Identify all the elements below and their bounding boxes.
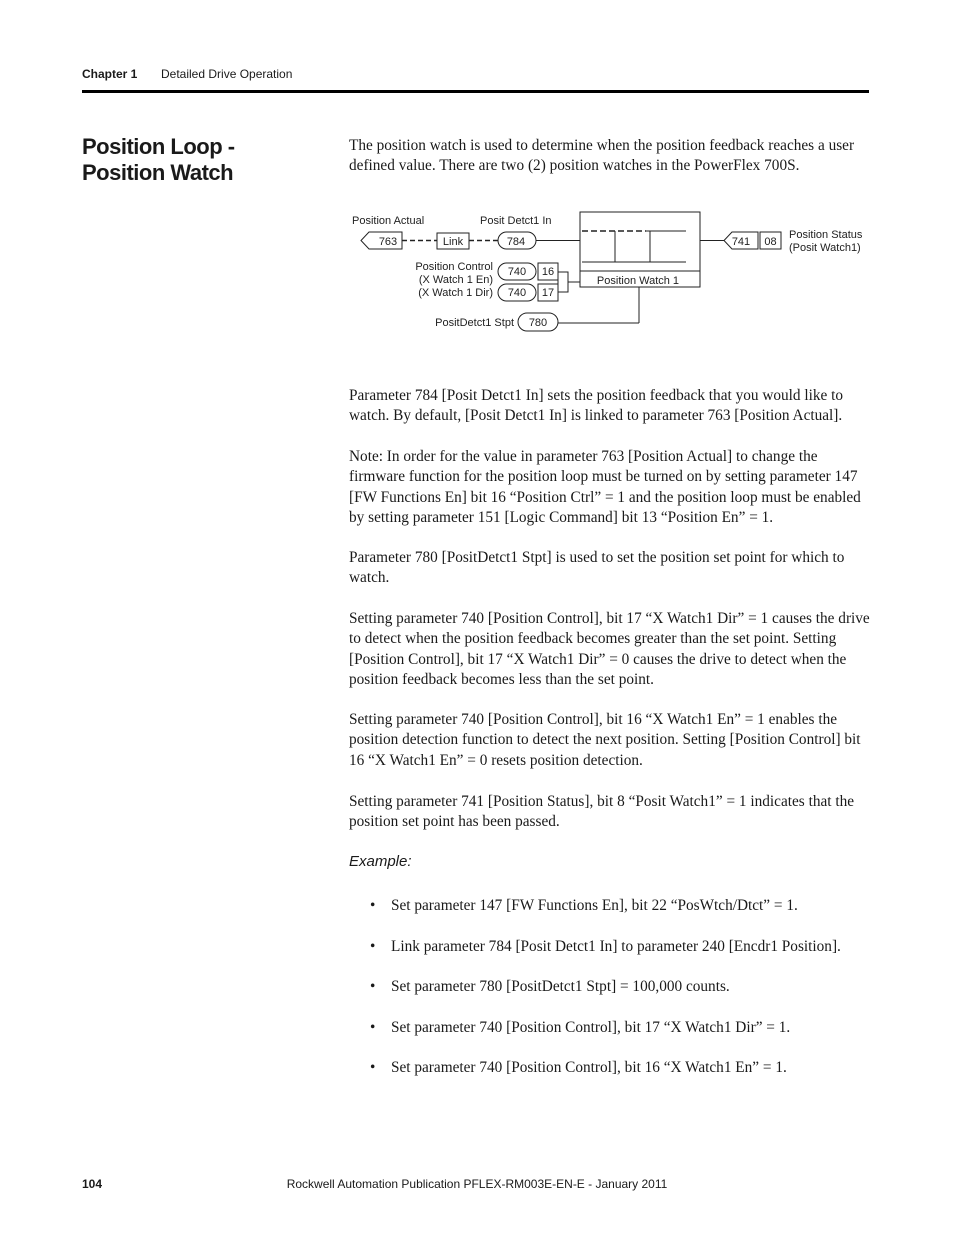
- section-title: Position Loop - Position Watch: [82, 134, 235, 185]
- bullet-dot: •: [370, 1059, 376, 1076]
- label-position-control: Position Control: [415, 261, 493, 273]
- chapter-title: Detailed Drive Operation: [161, 67, 293, 81]
- bit-connector: [558, 272, 568, 292]
- link-label: Link: [442, 236, 464, 248]
- label-positdetct1-stpt: PositDetct1 Stpt: [435, 317, 514, 329]
- node-780: 780: [528, 317, 548, 329]
- paragraph-3: Parameter 780 [PositDetct1 Stpt] is used to set the position set point for which to watch.: [349, 549, 845, 587]
- label-position-actual: Position Actual: [352, 215, 425, 227]
- bit-17: 17: [541, 287, 555, 299]
- paragraph-4: Setting parameter 740 [Position Control], bit 17 “X Watch1 Dir” = 1 causes the drive to detect when the position feedback becomes greater than the set point. Setting [Position Control], bit 17 “X Watch1 Dir” = 0 causes the drive to detect when the position feedback becomes less than the set point.: [349, 610, 870, 689]
- page-number: 104: [82, 1177, 103, 1191]
- bullet-dot: •: [370, 938, 376, 955]
- label-posit-watch1: (Posit Watch1): [789, 242, 861, 254]
- node-740a: 740: [507, 266, 527, 278]
- label-position-status: Position Status: [789, 229, 863, 241]
- intro-paragraph: The position watch is used to determine when the position feedback reaches a user defined value. There are two (2) position watches in the PowerFlex 700S.: [349, 137, 855, 175]
- node-784: 784: [506, 236, 526, 248]
- position-watch-diagram: [340, 205, 880, 345]
- bullet-text: Link parameter 784 [Posit Detct1 In] to parameter 240 [Encdr1 Position].: [391, 938, 841, 955]
- node-763: 763: [378, 236, 398, 248]
- label-x-watch-dir: (X Watch 1 Dir): [418, 287, 493, 299]
- paragraph-1: Parameter 784 [Posit Detct1 In] sets the position feedback that you would like to watch. By default, [Posit Detct1 In] is linked to parameter 763 [Position Actual].: [349, 387, 844, 425]
- bit-08: 08: [764, 236, 777, 248]
- bullet-dot: •: [370, 1019, 376, 1036]
- example-label: Example:: [349, 853, 412, 870]
- node-740b: 740: [507, 287, 527, 299]
- footer-publication: Rockwell Automation Publication PFLEX-RM003E-EN-E - January 2011: [286, 1177, 668, 1191]
- bullet-text: Set parameter 740 [Position Control], bit 16 “X Watch1 En” = 1.: [391, 1059, 787, 1076]
- bullet-dot: •: [370, 978, 376, 995]
- bit-16: 16: [541, 266, 555, 278]
- bullet-text: Set parameter 147 [FW Functions En], bit 22 “PosWtch/Dtct” = 1.: [391, 897, 798, 914]
- bullet-dot: •: [370, 897, 376, 914]
- page-header: [82, 66, 869, 93]
- paragraph-6: Setting parameter 741 [Position Status], bit 8 “Posit Watch1” = 1 indicates that the position set point has been passed.: [349, 793, 855, 831]
- chapter-label: Chapter 1: [82, 67, 138, 81]
- node-741: 741: [731, 236, 751, 248]
- bullet-text: Set parameter 740 [Position Control], bit 17 “X Watch1 Dir” = 1.: [391, 1019, 791, 1036]
- block-label: Position Watch 1: [596, 275, 680, 287]
- paragraph-2: Note: In order for the value in parameter 763 [Position Actual] to change the firmware function for the position loop must be turned on by setting parameter 147 [FW Functions En] bit 16 “Position Ctrl” = 1 and the position loop must be enabled by setting parameter 151 [Logic Command] bit 13 “Position En” = 1.: [349, 448, 861, 527]
- label-x-watch-en: (X Watch 1 En): [418, 274, 493, 286]
- paragraph-5: Setting parameter 740 [Position Control], bit 16 “X Watch1 En” = 1 enables the position detection function to detect the next position. Setting [Position Control] bit 16 “X Watch1 En” = 0 resets position detection.: [349, 711, 861, 769]
- label-posit-detct1-in: Posit Detct1 In: [480, 215, 552, 227]
- bullet-text: Set parameter 780 [PositDetct1 Stpt] = 100,000 counts.: [391, 978, 730, 995]
